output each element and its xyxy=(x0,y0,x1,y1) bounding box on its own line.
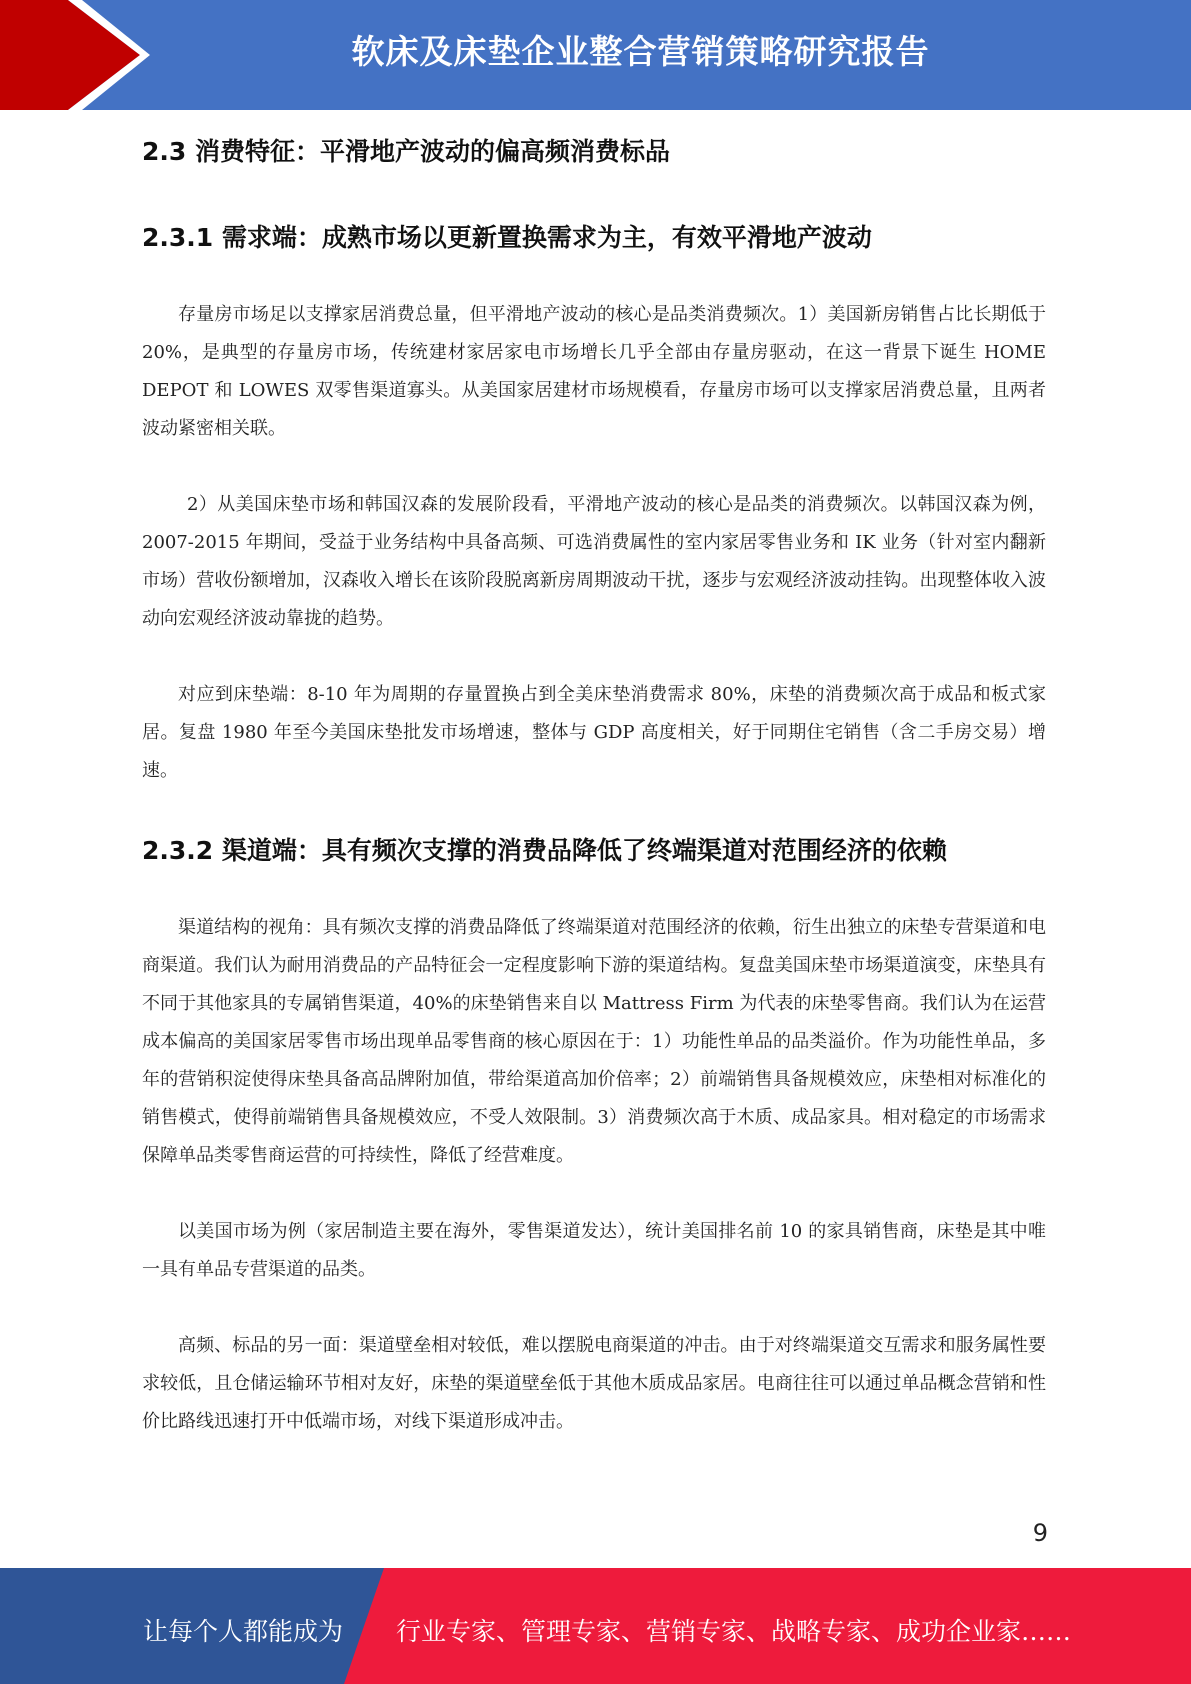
page-footer xyxy=(0,1568,1191,1684)
footer-slogan-right: 行业专家、管理专家、营销专家、战略专家、成功企业家…… xyxy=(396,1617,1072,1646)
report-title: 软床及床垫企业整合营销策略研究报告 xyxy=(351,32,930,71)
paragraph: 对应到床垫端：8-10 年为周期的存量置换占到全美床垫消费需求 80%，床垫的消费频次高于成品和板式家居。复盘 1980 年至今美国床垫批发市场增速，整体与 GDP 高度相关，好于同期住宅销售（含二手房交易）增速。 xyxy=(142,684,1046,781)
paragraph: 以美国市场为例（家居制造主要在海外，零售渠道发达），统计美国排名前 10 的家具销售商，床垫是其中唯一具有单品专营渠道的品类。 xyxy=(142,1221,1046,1280)
paragraph: 高频、标品的另一面：渠道壁垒相对较低，难以摆脱电商渠道的冲击。由于对终端渠道交互需求和服务属性要求较低，且仓储运输环节相对友好，床垫的渠道壁垒低于其他木质成品家居。电商往往可以通过单品概念营销和性价比路线迅速打开中低端市场，对线下渠道形成冲击。 xyxy=(142,1335,1046,1432)
section-heading-2-3: 2.3 消费特征：平滑地产波动的偏高频消费标品 xyxy=(142,137,670,166)
section-heading-2-3-1: 2.3.1 需求端：成熟市场以更新置换需求为主，有效平滑地产波动 xyxy=(142,223,872,252)
footer-slogan-left: 让每个人都能成为 xyxy=(143,1617,344,1646)
paragraph: 2）从美国床垫市场和韩国汉森的发展阶段看，平滑地产波动的核心是品类的消费频次。以韩国汉森为例，2007-2015 年期间，受益于业务结构中具备高频、可选消费属性的室内家居零售业务和 IK 业务（针对室内翻新市场）营收份额增加，汉森收入增长在该阶段脱离新房周期波动干扰，逐步与宏观经济波动挂钩。出现整体收入波动向宏观经济波动靠拢的趋势。 xyxy=(142,494,1046,629)
section-heading-2-3-2: 2.3.2 渠道端：具有频次支撑的消费品降低了终端渠道对范围经济的依赖 xyxy=(142,836,947,865)
page-content xyxy=(142,128,1046,1441)
paragraph: 渠道结构的视角：具有频次支撑的消费品降低了终端渠道对范围经济的依赖，衍生出独立的床垫专营渠道和电商渠道。我们认为耐用消费品的产品特征会一定程度影响下游的渠道结构。复盘美国床垫市场渠道演变，床垫具有不同于其他家具的专属销售渠道，40%的床垫销售来自以 Mattress Firm 为代表的床垫零售商。我们认为在运营成本偏高的美国家居零售市场出现单品零售商的核心原因在于：1）功能性单品的品类溢价。作为功能性单品，多年的营销积淀使得床垫具备高品牌附加值，带给渠道高加价倍率；2）前端销售具备规模效应，床垫相对标准化的销售模式，使得前端销售具备规模效应，不受人效限制。3）消费频次高于木质、成品家具。相对稳定的市场需求保障单品类零售商运营的可持续性，降低了经营难度。 xyxy=(142,917,1046,1166)
page-number: 9 xyxy=(1032,1519,1048,1547)
paragraph: 存量房市场足以支撑家居消费总量，但平滑地产波动的核心是品类消费频次。1）美国新房销售占比长期低于 20%，是典型的存量房市场，传统建材家居家电市场增长几乎全部由存量房驱动，在这一背景下诞生 HOME DEPOT 和 LOWES 双零售渠道寡头。从美国家居建材市场规模看，存量房市场可以支撑家居消费总量，且两者波动紧密相关联。 xyxy=(142,304,1046,439)
page-header xyxy=(0,0,1191,110)
